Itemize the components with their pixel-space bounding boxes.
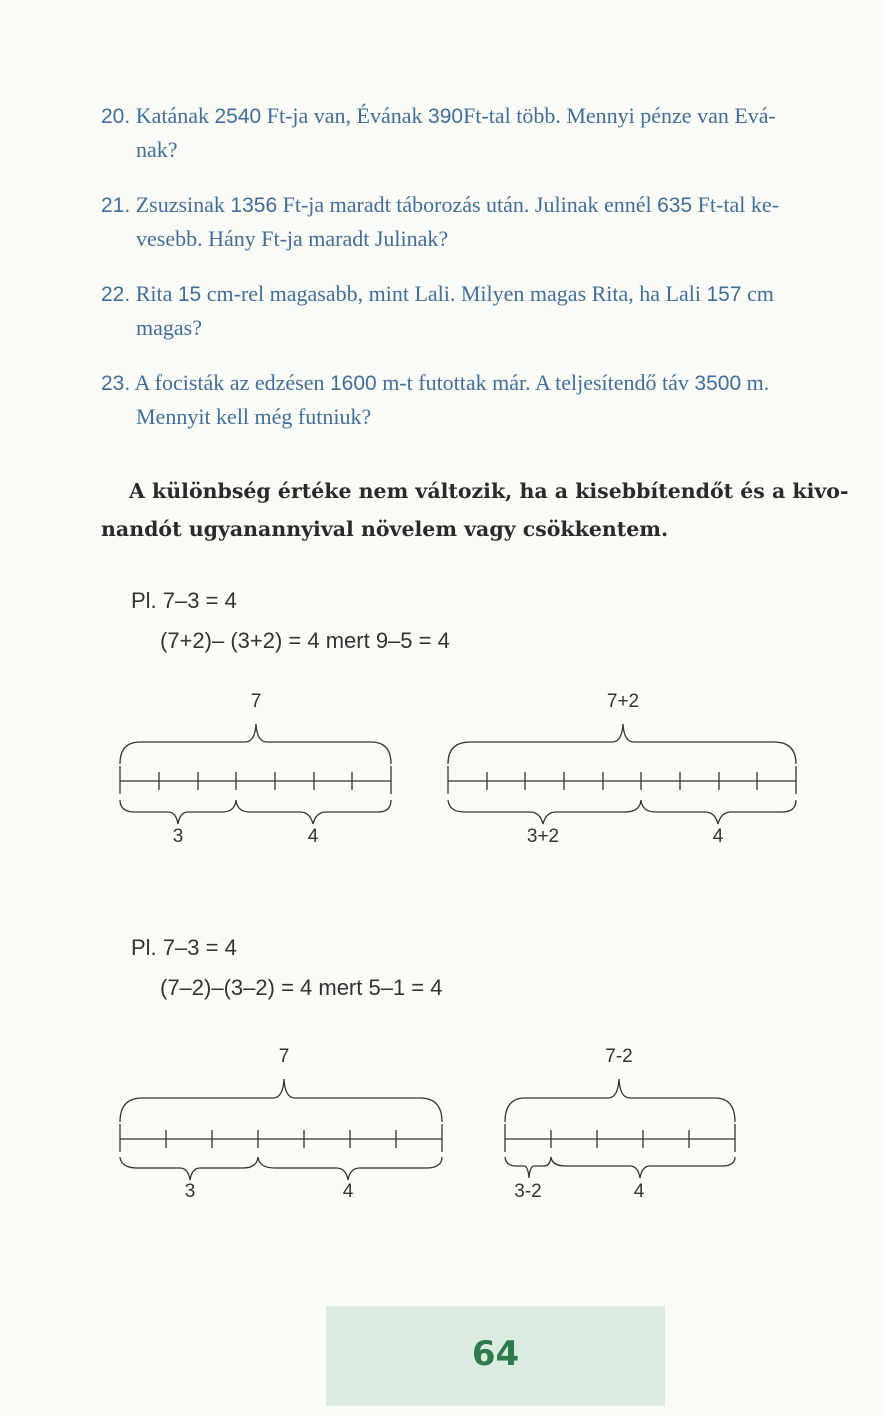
label-bottom-ex1-left-a: 3 [172,826,184,847]
problem-23: 23. A focisták az edzésen 1600 m-t futottak már. A teljesítendő táv 3500 m. Mennyit kell még futniuk? [101,370,770,429]
page-number: 64 [471,1334,520,1374]
bottom-brace-left [120,800,236,824]
bottom-brace-left [120,1157,258,1180]
problem-20: 20. Katának 2540 Ft-ja van, Évának 390Ft-tal több. Mennyi pénze van Evá- nak? [101,103,776,162]
number-line-ex2-right [505,1079,735,1178]
top-brace [120,724,391,764]
bottom-brace-left [448,800,641,824]
problem-number: 22. [101,283,131,306]
label-top-ex2-right: 7-2 [605,1046,633,1067]
label-top-ex1-right: 7+2 [606,691,640,712]
example-2-title: Pl. 7–3 = 4 [131,935,237,960]
label-bottom-ex1-left-b: 4 [307,826,319,847]
bottom-brace-right [258,1157,442,1180]
label-bottom-ex2-left-b: 4 [342,1181,354,1202]
example-2-equation: (7–2)–(3–2) = 4 mert 5–1 = 4 [160,975,443,1000]
problem-21: 21. Zsuzsinak 1356 Ft-ja maradt táborozás után. Julinak ennél 635 Ft-tal ke- vesebb. Hány Ft-ja maradt Julinak? [101,192,779,251]
bottom-brace-right [551,1157,735,1178]
bottom-brace-right [236,800,391,824]
example-1-title: Pl. 7–3 = 4 [131,588,237,613]
bottom-brace-left [505,1157,551,1178]
problem-number: 20. [101,105,131,128]
problem-number: 21. [101,194,131,217]
label-top-ex1-left: 7 [250,691,262,712]
label-bottom-ex2-right-b: 4 [633,1181,645,1202]
label-bottom-ex1-right-b: 4 [712,826,724,847]
page-number-box [326,1306,665,1406]
ticks [120,1124,442,1152]
number-line-ex1-left [120,724,391,824]
ticks [448,766,796,794]
label-bottom-ex2-right-a: 3-2 [514,1181,542,1202]
label-bottom-ex1-right-a: 3+2 [526,826,560,847]
label-top-ex2-left: 7 [278,1046,290,1067]
problem-22: 22. Rita 15 cm-rel magasabb, mint Lali. Milyen magas Rita, ha Lali 157 cm magas? [101,281,774,340]
rule-statement: A különbség értéke nem változik, ha a kisebbítendőt és a kivo- nandót ugyanannyival növelem vagy csökkentem. [101,479,849,541]
ticks [505,1124,735,1152]
ticks [120,766,391,794]
example-1-equation: (7+2)– (3+2) = 4 mert 9–5 = 4 [160,628,450,653]
bottom-brace-right [641,800,796,824]
problem-number: 23. [101,372,131,395]
top-brace [505,1079,735,1122]
number-line-ex1-right [448,724,796,824]
top-brace [448,724,796,764]
top-brace [120,1079,442,1122]
number-line-ex2-left [120,1079,442,1180]
label-bottom-ex2-left-a: 3 [184,1181,196,1202]
